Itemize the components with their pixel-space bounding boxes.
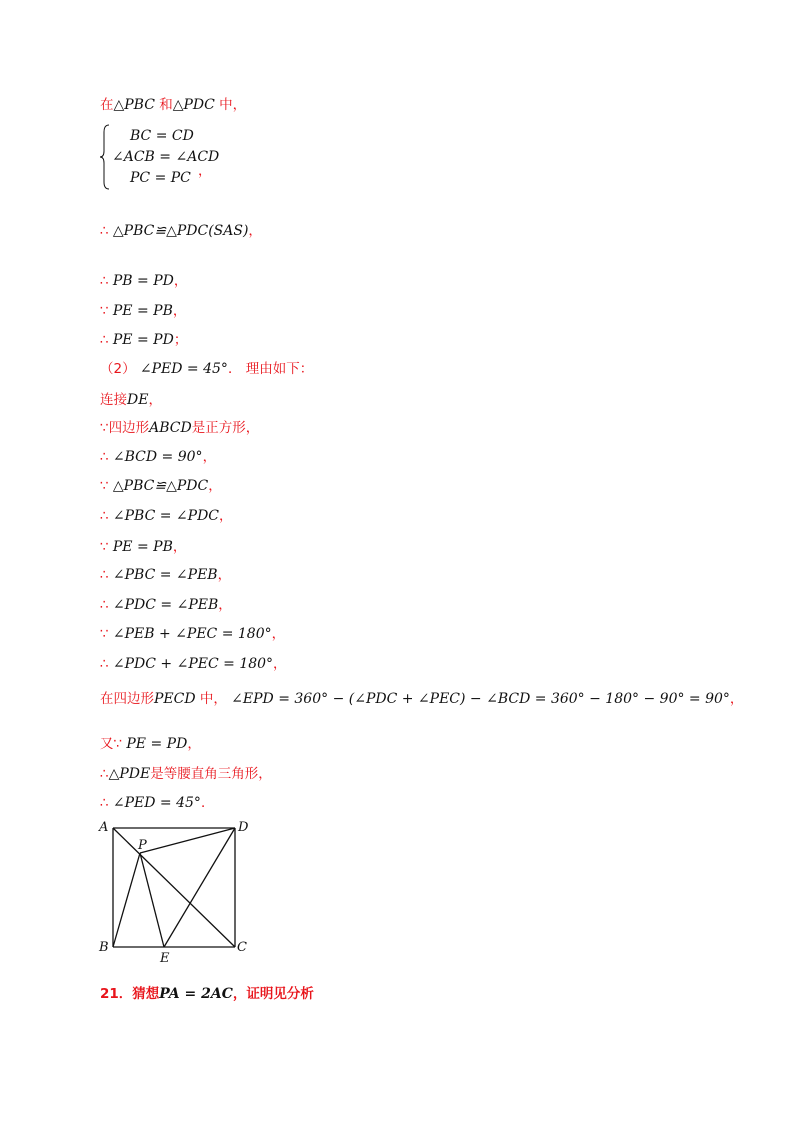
l6-part-0: （2） [100,361,140,377]
label-e: E [160,951,170,966]
l8-part-1: ABCD [149,420,192,436]
l14-part-1: ∠PDC = ∠PEB [112,597,219,613]
line-l7 [100,391,162,409]
l21-part-2: ，证明见分析 [232,986,314,1002]
l13-part-0: ∴ [100,567,113,583]
l1-part-1: △PBC [113,97,155,113]
line-l14 [100,596,232,614]
l11-part-2: ， [219,508,233,524]
l13-part-1: ∠PBC = ∠PEB [112,567,218,583]
l10-part-1: △PBC≌△PDC [112,478,209,494]
l9-part-2: ， [202,449,217,465]
l12-part-0: ∵ [100,539,113,555]
left-brace-icon [100,124,110,190]
l14-part-0: ∴ [100,597,113,613]
equation-system [100,124,220,190]
label-p: P [138,838,147,853]
l9-part-1: ∠BCD = 90° [112,449,203,465]
l9-part-0: ∴ [100,449,113,465]
label-d: D [238,820,249,835]
l13-part-2: ， [217,567,232,583]
l_sys_comma-part-0: ， [198,163,212,179]
l19-part-2: 是等腰直角三角形， [150,766,272,782]
system-row-2: ∠ACB = ∠ACD [112,149,220,165]
line-l12 [100,538,186,556]
line-l2 [100,222,262,240]
l3-part-1: PB = PD [112,273,174,289]
l2-part-1: △PBC≌△PDC(SAS) [112,223,249,239]
l4-part-1: PE = PB [112,303,173,319]
l5-part-2: ； [173,332,188,348]
line-l21 [100,985,314,1003]
l18-part-1: PE = PD [126,736,188,752]
label-b: B [99,940,109,955]
line-l4 [100,302,186,320]
l16-part-2: ， [273,656,287,672]
system-row-1: BC = CD [130,128,194,144]
l1-part-2: 和 [154,97,173,113]
l12-part-2: ， [172,539,187,555]
l14-part-2: ， [218,597,232,613]
l17-part-1: PECD [154,691,196,707]
l18-part-2: ， [187,736,201,752]
l16-part-0: ∴ [100,656,113,672]
l3-part-2: ， [173,273,188,289]
line-l15 [100,625,285,643]
line-l20 [100,794,214,812]
l18-part-0: 又∵ [100,736,127,752]
l15-part-0: ∵ [100,626,113,642]
line-l6 [100,360,313,378]
line-l18 [100,735,201,753]
l7-part-0: 连接 [100,392,127,408]
label-c: C [237,940,247,955]
l11-part-1: ∠PBC = ∠PDC [112,508,220,524]
l10-part-2: ， [208,478,222,494]
line-l11 [100,507,233,525]
line-l1 [100,96,246,114]
label-a: A [99,820,109,835]
segment-pb [113,853,140,947]
segment-pe [140,853,164,947]
line-l5 [100,331,187,349]
line-l9 [100,448,216,466]
l1-part-4: 中， [214,97,247,113]
l16-part-1: ∠PDC + ∠PEC = 180° [112,656,274,672]
l17-part-2: 中， [195,691,232,707]
l5-part-0: ∴ [100,332,113,348]
l20-part-1: ∠PED = 45° [112,795,201,811]
l19-part-0: ∴ [100,766,109,782]
line-l_sys_comma [198,162,212,180]
l2-part-2: ， [248,223,262,239]
l10-part-0: ∵ [100,478,113,494]
l19-part-1: △PDE [108,766,151,782]
l5-part-1: PE = PD [112,332,174,348]
line-l16 [100,655,287,673]
l17-part-0: 在四边形 [100,691,154,707]
line-l13 [100,566,231,584]
geometry-figure [95,815,265,967]
l20-part-2: ． [200,795,215,811]
l8-part-2: 是正方形， [191,420,260,436]
line-l19 [100,765,272,783]
l8-part-0: ∵四边形 [100,420,150,436]
l15-part-2: ， [271,626,286,642]
l17-part-4: ， [729,691,744,707]
l15-part-1: ∠PEB + ∠PEC = 180° [112,626,272,642]
segment-pd [140,828,235,853]
line-l3 [100,272,187,290]
l20-part-0: ∴ [100,795,113,811]
l3-part-0: ∴ [100,273,113,289]
l1-part-3: △PDC [172,97,215,113]
line-l17 [100,690,743,708]
l7-part-2: ， [148,392,162,408]
line-l8 [100,419,259,437]
l12-part-1: PE = PB [112,539,173,555]
l6-part-2: ． 理由如下： [227,361,314,377]
l4-part-0: ∵ [100,303,113,319]
line-l10 [100,477,222,495]
l4-part-2: ， [172,303,187,319]
l17-part-3: ∠EPD = 360° − (∠PDC + ∠PEC) − ∠BCD = 360° − 180° − 90° = 90° [231,691,730,707]
l2-part-0: ∴ [100,223,113,239]
l7-part-1: DE [127,392,149,408]
l21-part-1: PA = 2AC [159,986,233,1002]
l6-part-1: ∠PED = 45° [139,361,228,377]
system-row-3: PC = PC [130,170,191,186]
l1-part-0: 在 [100,97,114,113]
l21-part-0: 21．猜想 [100,986,160,1002]
l11-part-0: ∴ [100,508,113,524]
